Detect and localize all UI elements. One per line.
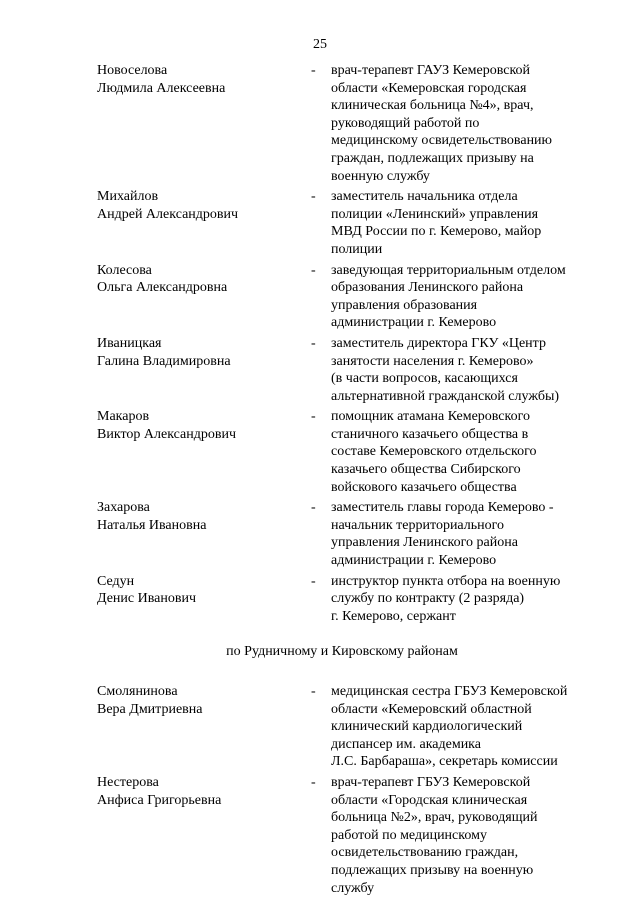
dash-separator: -: [311, 774, 316, 790]
member-role: медицинская сестра ГБУЗ Кемеровской области «Кемеровский областной клинический кардиологический диспансер им. академика Л.С. Барбараша», секретарь комиссии: [331, 684, 568, 770]
member-name: Захарова Наталья Ивановна: [97, 500, 207, 533]
member-name: Новоселова Людмила Алексеевна: [97, 63, 226, 96]
member-role: инструктор пункта отбора на военную службу по контракту (2 разряда) г. Кемерово, сержант: [331, 573, 561, 624]
member-role: заместитель начальника отдела полиции «Ленинский» управления МВД России по г. Кемерово, майор полиции: [331, 189, 542, 257]
member-name: Иваницкая Галина Владимировна: [97, 335, 231, 369]
dash-separator: -: [311, 189, 316, 205]
member-name: Нестерова Анфиса Григорьевна: [97, 774, 222, 808]
list-item: [97, 683, 597, 771]
page-number: 25: [313, 37, 327, 52]
member-name: Колесова Ольга Александровна: [97, 262, 228, 296]
commission-list: [97, 62, 597, 897]
dash-separator: -: [311, 409, 316, 425]
list-item: [97, 408, 597, 496]
list-item: [97, 62, 597, 185]
dash-separator: -: [311, 573, 316, 589]
member-name: Макаров Виктор Александрович: [97, 409, 237, 442]
list-item: [97, 573, 597, 626]
dash-separator: -: [311, 63, 316, 78]
member-role: заместитель директора ГКУ «Центр занятости населения г. Кемерово» (в части вопросов, касающихся альтернативной гражданской службы): [331, 335, 560, 404]
section-heading: по Рудничному и Кировскому районам: [226, 644, 458, 660]
dash-separator: -: [311, 335, 316, 351]
dash-separator: -: [311, 500, 316, 516]
list-item: [97, 335, 597, 405]
dash-separator: -: [311, 684, 316, 699]
list-item: [97, 774, 597, 897]
list-item: [97, 262, 597, 332]
member-role: врач-терапевт ГБУЗ Кемеровской области «Городская клиническая больница №2», врач, руководящий работой по медицинскому освидетельствованию граждан, подлежащих призыву на военную службу: [331, 774, 538, 896]
list-item: [97, 499, 597, 569]
member-role: заведующая территориальным отделом образования Ленинского района управления образования администрации г. Кемерово: [331, 262, 566, 331]
member-role: помощник атамана Кемеровского станичного казачьего общества в составе Кемеровского отдельского казачьего общества Сибирского войскового казачьего общества: [331, 409, 537, 495]
list-item: [97, 188, 597, 258]
dash-separator: -: [311, 262, 316, 278]
member-role: врач-терапевт ГАУЗ Кемеровской области «Кемеровская городская клиническая больница №4», врач, руководящий работой по медицинскому освидетельствованию граждан, подлежащих призыву на военную службу: [331, 63, 553, 184]
member-name: Смолянинова Вера Дмитриевна: [97, 684, 203, 717]
member-name: Михайлов Андрей Александрович: [97, 189, 239, 222]
member-name: Седун Денис Иванович: [97, 573, 197, 607]
member-role: заместитель главы города Кемерово - начальник территориального управления Ленинского района администрации г. Кемерово: [331, 500, 554, 569]
